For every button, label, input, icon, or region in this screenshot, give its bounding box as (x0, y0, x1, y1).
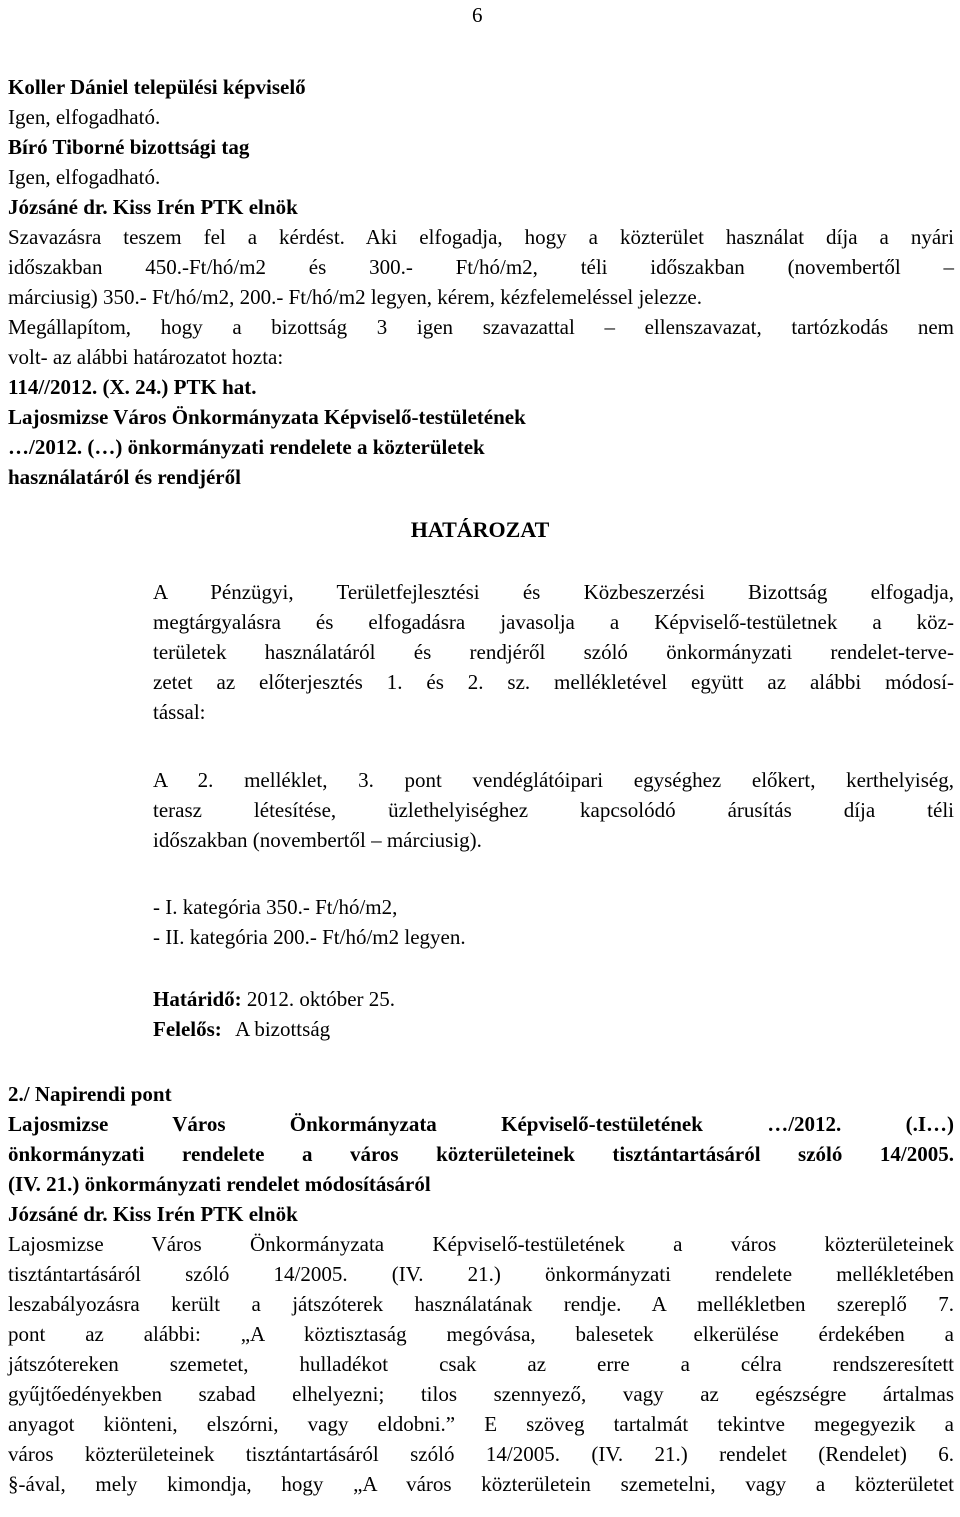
agenda-title-line: (IV. 21.) önkormányzati rendelet módosításáról (8, 1172, 431, 1196)
speaker-reply: Igen, elfogadható. (8, 105, 161, 129)
minutes-section-1 (8, 72, 954, 492)
deadline-value: 2012. október 25. (246, 987, 396, 1011)
agenda-item: 2./ Napirendi pont (8, 1082, 172, 1106)
paragraph-line: tisztántartásáról szóló 14/2005. (IV. 21.) önkormányzati rendelete mellékletében (8, 1262, 954, 1286)
resolution-number: 114//2012. (X. 24.) PTK hat. (8, 375, 257, 399)
paragraph-line: területek használatáról és rendjéről szóló önkormányzati rendelet-terve- (153, 640, 954, 664)
paragraph-line: tással: (153, 700, 206, 724)
paragraph-line: város közterületeinek tisztántartásáról szóló 14/2005. (IV. 21.) rendelet (Rendelet) 6. (8, 1442, 954, 1466)
responsible-value: A bizottság (235, 1017, 331, 1041)
category-list (153, 892, 954, 952)
speaker-name: Bíró Tiborné bizottsági tag (8, 135, 250, 159)
minutes-section-2 (8, 1079, 954, 1499)
paragraph-line: A Pénzügyi, Területfejlesztési és Közbeszerzési Bizottság elfogadja, (153, 580, 954, 604)
paragraph-line: időszakban 450.-Ft/hó/m2 és 300.- Ft/hó/m2, téli időszakban (novembertől – (8, 255, 954, 279)
paragraph-line: volt- az alábbi határozatot hozta: (8, 345, 284, 369)
deadline-line (153, 984, 954, 1014)
paragraph-line: pont az alábbi: „A köztisztaság megóvása, balesetek elkerülése érdekében a (8, 1322, 954, 1346)
speaker-name: Koller Dániel települési képviselő (8, 75, 306, 99)
agenda-title-line: önkormányzati rendelete a város közterületeinek tisztántartásáról szóló 14/2005. (8, 1142, 954, 1166)
paragraph-line: Megállapítom, hogy a bizottság 3 igen szavazattal – ellenszavazat, tartózkodás nem (8, 315, 954, 339)
paragraph-line: A 2. melléklet, 3. pont vendéglátóipari egységhez előkert, kerthelyiség, (153, 768, 954, 792)
responsible-line (153, 1014, 954, 1044)
resolution-title-line: használatáról és rendjéről (8, 465, 241, 489)
paragraph-line: §-ával, mely kimondja, hogy „A város közterületein szemetelni, vagy a közterületet (8, 1472, 954, 1496)
paragraph-line: Szavazásra teszem fel a kérdést. Aki elfogadja, hogy a közterület használat díja a nyári (8, 225, 954, 249)
responsible-label: Felelős: (153, 1017, 222, 1041)
agenda-title-line: Lajosmizse Város Önkormányzata Képviselő-testületének …/2012. (.I…) (8, 1112, 954, 1136)
speaker-name: Józsáné dr. Kiss Irén PTK elnök (8, 1202, 298, 1226)
paragraph-line: terasz létesítése, üzlethelyiséghez kapcsolódó árusítás díja téli (153, 798, 954, 822)
paragraph-line: zetet az előterjesztés 1. és 2. sz. mellékletével együtt az alábbi módosí- (153, 670, 954, 694)
paragraph-line: anyagot kiönteni, elszórni, vagy eldobni.” E szöveg tartalmát tekintve megegyezik a (8, 1412, 954, 1436)
paragraph-line: Lajosmizse Város Önkormányzata Képviselő-testületének a város közterületeinek (8, 1232, 954, 1256)
resolution-title-line: …/2012. (…) önkormányzati rendelete a közterületek (8, 435, 485, 459)
speaker-reply: Igen, elfogadható. (8, 165, 161, 189)
category-item: - I. kategória 350.- Ft/hó/m2, (153, 895, 398, 919)
paragraph-line: időszakban (novembertől – márciusig). (153, 828, 482, 852)
decision-text (153, 577, 954, 727)
paragraph-line: gyűjtőedényekben szabad elhelyezni; tilos szennyező, vagy az egészségre ártalmas (8, 1382, 954, 1406)
page-number: 6 (472, 3, 483, 27)
deadline-label: Határidő: (153, 987, 242, 1011)
deadline-block (153, 984, 954, 1044)
resolution-title-line: Lajosmizse Város Önkormányzata Képviselő-testületének (8, 405, 526, 429)
paragraph-line: leszabályozásra került a játszóterek használatának rendje. A mellékletben szereplő 7. (8, 1292, 954, 1316)
resolution-heading: HATÁROZAT (410, 517, 550, 542)
annex-text (153, 765, 954, 855)
category-item: - II. kategória 200.- Ft/hó/m2 legyen. (153, 925, 466, 949)
paragraph-line: játszótereken szemetet, hulladékot csak az erre a célra rendszeresített (8, 1352, 954, 1376)
speaker-name: Józsáné dr. Kiss Irén PTK elnök (8, 195, 298, 219)
paragraph-line: megtárgyalásra és elfogadásra javasolja a Képviselő-testületnek a köz- (153, 610, 954, 634)
paragraph-line: márciusig) 350.- Ft/hó/m2, 200.- Ft/hó/m2 legyen, kérem, kézfelemeléssel jelezze. (8, 285, 702, 309)
